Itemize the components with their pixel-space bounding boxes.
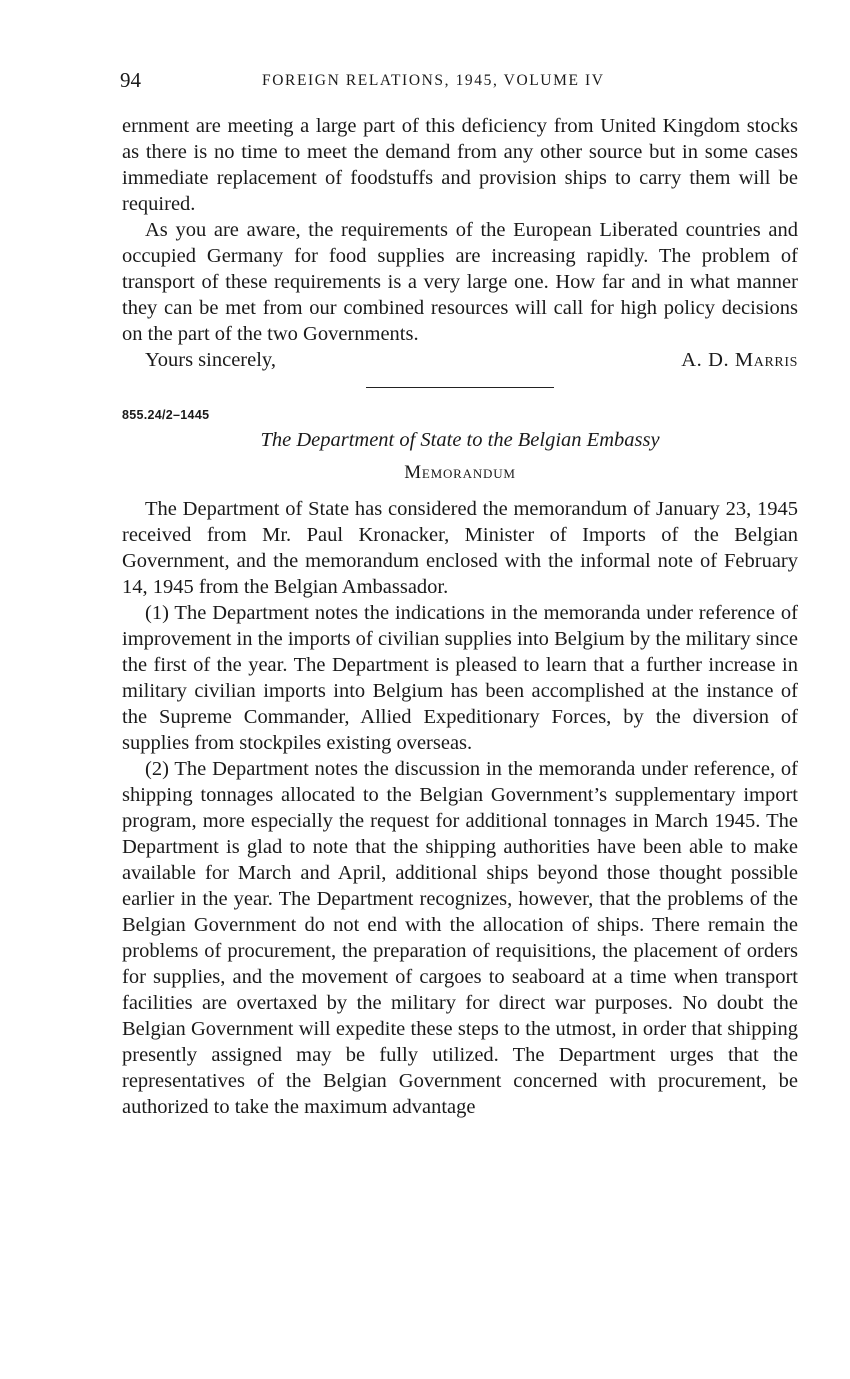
memorandum-paragraph: The Department of State has considered the memorandum of January 23, 1945 received from Mr. Paul Kronacker, Minister of Imports of the Belgian Government, and the memorandum enclosed with the informal note of February 14, 1945 from the Belgian Ambassador. bbox=[122, 498, 798, 598]
signature: A. D. Marris bbox=[681, 349, 798, 371]
letter-closing bbox=[122, 347, 798, 373]
letter-continuation bbox=[122, 113, 798, 373]
section-divider bbox=[366, 387, 554, 388]
memorandum-paragraph: (1) The Department notes the indications in the memoranda under reference of improvement in the imports of civilian supplies into Belgium by the military since the first of the year. The Department is pleased to learn that a further increase in military civilian imports into Belgium has been accomplished at the instance of the Supreme Commander, Allied Expeditionary Forces, by the diversion of supplies from stockpiles existing overseas. bbox=[122, 602, 798, 754]
running-header bbox=[122, 68, 798, 98]
running-title: FOREIGN RELATIONS, 1945, VOLUME IV bbox=[262, 72, 605, 89]
document-subtitle: Memorandum bbox=[404, 462, 516, 483]
document-page bbox=[122, 68, 798, 1120]
page-number: 94 bbox=[120, 68, 141, 92]
closing-salutation: Yours sincerely, bbox=[145, 349, 276, 371]
memorandum-paragraph: (2) The Department notes the discussion in the memoranda under reference, of shipping tonnages allocated to the Belgian Government’s supplementary import program, more especially the request for additional tonnages in March 1945. The Department is glad to note that the shipping authorities have been able to make available for March and April, additional ships beyond those thought possible earlier in the year. The Department recognizes, however, that the problems of the Belgian Government do not end with the allocation of ships. There remain the problems of procurement, the preparation of requisitions, the placement of orders for supplies, and the movement of cargoes to seaboard at a time when transport facilities are overtaxed by the military for direct war purposes. No doubt the Belgian Government will expedite these steps to the utmost, in order that shipping presently assigned may be fully utilized. The Department urges that the representatives of the Belgian Government concerned with procurement, be authorized to take the maximum advantage bbox=[122, 758, 798, 1118]
file-reference: 855.24/2–1445 bbox=[122, 408, 210, 422]
letter-paragraph: As you are aware, the requirements of the European Liberated countries and occupied Germany for food supplies are increasing rapidly. The problem of transport of these requirements is a very large one. How far and in what manner they can be met from our combined resources will call for high policy decisions on the part of the two Governments. bbox=[122, 219, 798, 345]
document-title: The Department of State to the Belgian Embassy bbox=[260, 429, 660, 451]
letter-paragraph: ernment are meeting a large part of this deficiency from United Kingdom stocks as there is no time to meet the demand from any other source but in some cases immediate replacement of foodstuffs and provision ships to carry them will be required. bbox=[122, 115, 798, 215]
memorandum-document bbox=[122, 408, 798, 1120]
